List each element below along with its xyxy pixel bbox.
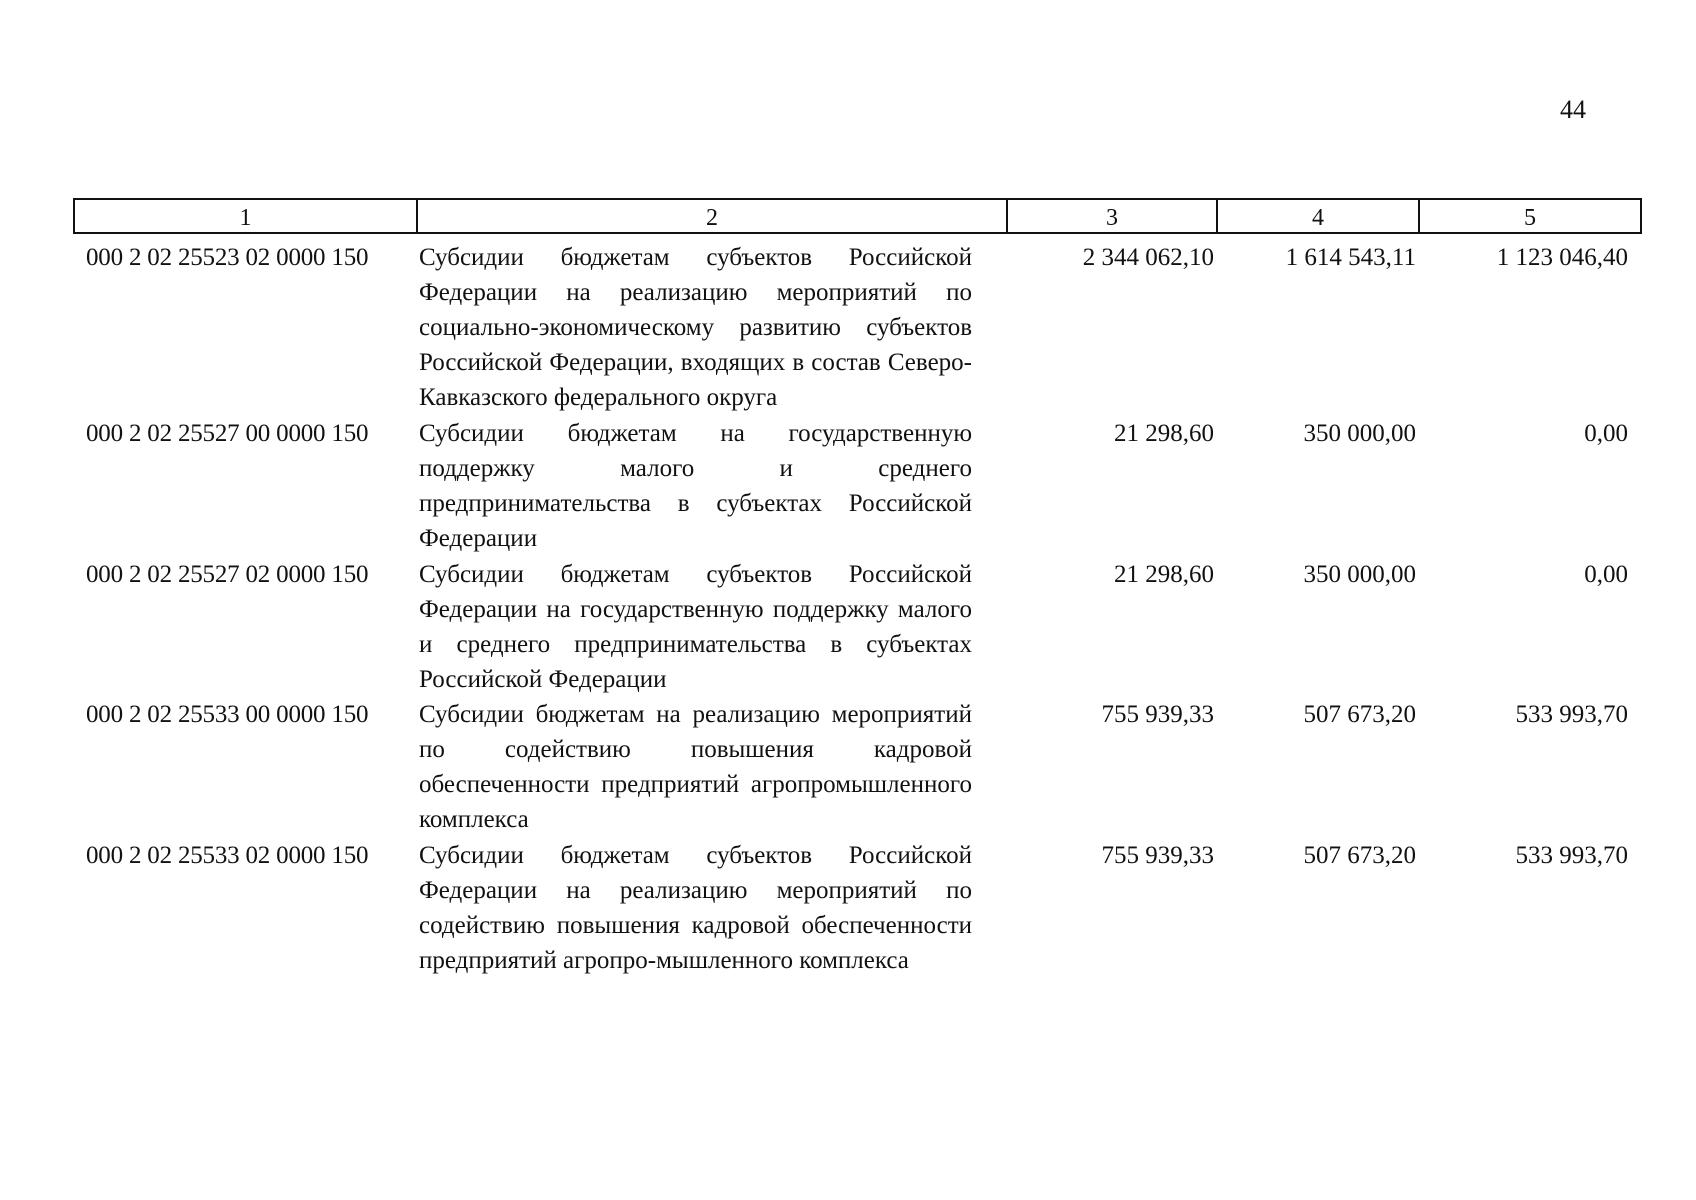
header-col-2: 2 — [416, 198, 1008, 234]
row-description: Субсидии бюджетам субъектов Российской Федерации на государственную поддержку малого и среднего предпринимательства в субъектах Российской Федерации — [419, 561, 972, 693]
budget-code: 000 2 02 25533 02 0000 150 — [86, 842, 369, 869]
amount-col-4: 350 000,00 — [1303, 561, 1416, 588]
budget-code: 000 2 02 25527 00 0000 150 — [86, 420, 369, 447]
amount-col-5: 533 993,70 — [1515, 842, 1628, 869]
amount-col-3: 755 939,33 — [1101, 701, 1214, 728]
amount-col-4: 1 614 543,11 — [1285, 244, 1416, 271]
header-col-4: 4 — [1216, 198, 1420, 234]
amount-col-3: 21 298,60 — [1114, 561, 1214, 588]
amount-col-3: 2 344 062,10 — [1082, 244, 1214, 271]
budget-code: 000 2 02 25533 00 0000 150 — [86, 701, 369, 728]
amount-col-5: 0,00 — [1584, 561, 1628, 588]
page-number: 44 — [1560, 95, 1586, 124]
row-description: Субсидии бюджетам субъектов Российской Федерации на реализацию мероприятий по содействию повышения кадровой обеспеченности предприятий агропро-мышленного комплекса — [419, 842, 972, 974]
header-col-3: 3 — [1006, 198, 1218, 234]
row-description: Субсидии бюджетам на реализацию мероприятий по содействию повышения кадровой обеспеченности предприятий агропромышленного комплекса — [419, 701, 972, 833]
amount-col-5: 533 993,70 — [1515, 701, 1628, 728]
amount-col-4: 507 673,20 — [1303, 842, 1416, 869]
header-col-5: 5 — [1418, 198, 1642, 234]
amount-col-4: 350 000,00 — [1303, 420, 1416, 447]
row-description: Субсидии бюджетам на государственную поддержку малого и среднего предпринимательства в субъектах Российской Федерации — [419, 420, 972, 552]
amount-col-3: 21 298,60 — [1114, 420, 1214, 447]
amount-col-3: 755 939,33 — [1101, 842, 1214, 869]
budget-code: 000 2 02 25523 02 0000 150 — [86, 244, 369, 271]
amount-col-4: 507 673,20 — [1303, 701, 1416, 728]
row-description: Субсидии бюджетам субъектов Российской Федерации на реализацию мероприятий по социально-экономическому развитию субъектов Российской Федерации, входящих в состав Северо-Кавказского федерального округа — [419, 244, 972, 411]
budget-code: 000 2 02 25527 02 0000 150 — [86, 561, 369, 588]
header-col-1: 1 — [73, 198, 418, 234]
amount-col-5: 1 123 046,40 — [1496, 244, 1628, 271]
amount-col-5: 0,00 — [1584, 420, 1628, 447]
